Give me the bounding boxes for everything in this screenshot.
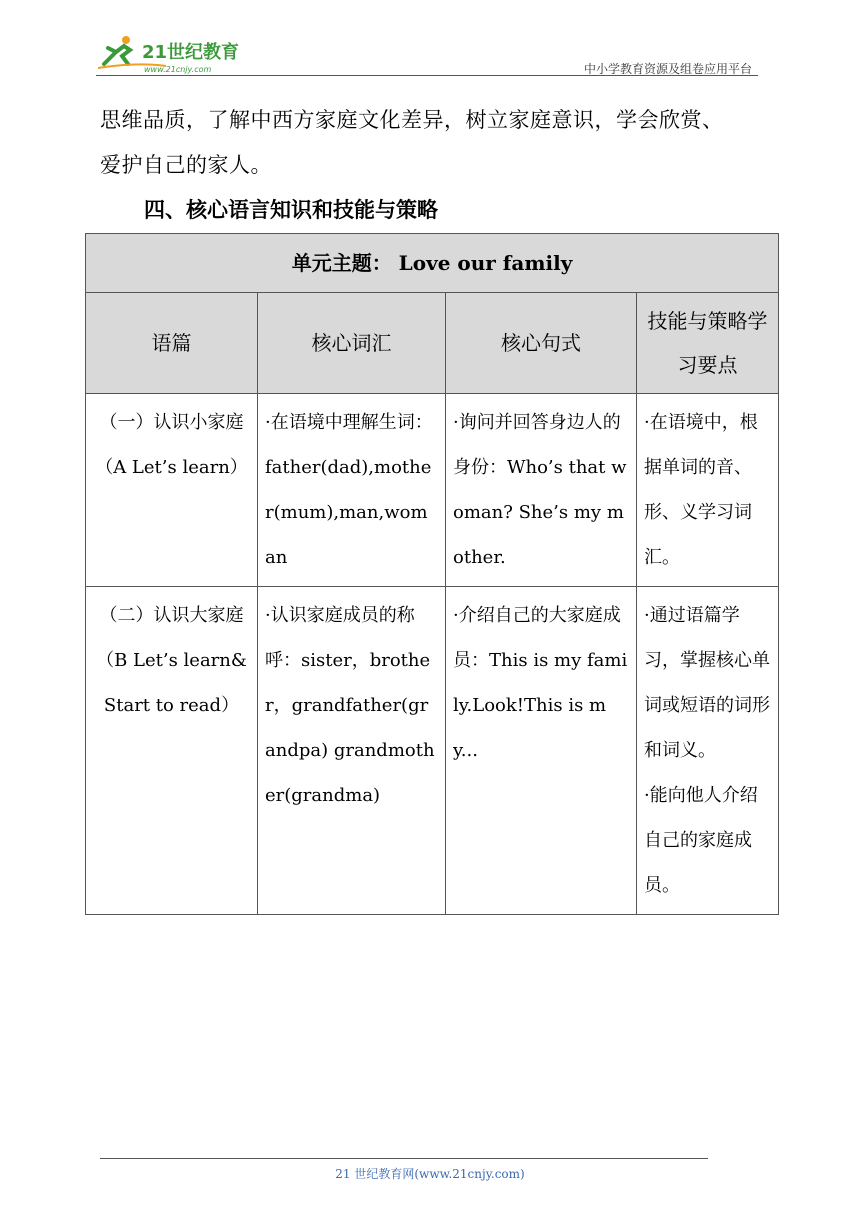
header-strategy: 技能与策略学习要点 xyxy=(637,293,779,394)
header-vocab: 核心词汇 xyxy=(258,293,446,394)
row1-text: （一）认识小家庭 xyxy=(99,412,244,433)
logo xyxy=(96,34,266,74)
row1-text-source: （A Let’s learn） xyxy=(95,457,248,478)
theme-row xyxy=(86,234,779,293)
row2-text-cell xyxy=(86,587,258,915)
header-divider xyxy=(96,75,758,76)
table-row xyxy=(86,394,779,587)
footer-text: 21 世纪教育网(www.21cnjy.com) xyxy=(335,1167,525,1181)
unit-theme-cell: 单元主题： Love our family xyxy=(86,234,779,293)
svg-text:www.21cnjy.com: www.21cnjy.com xyxy=(144,65,212,74)
intro-line-2: 爱护自己的家人。 xyxy=(100,153,272,177)
table-row xyxy=(86,587,779,915)
row2-strategy-cell xyxy=(637,587,779,915)
row2-text-source: （B Let’s learn& Start to read） xyxy=(96,650,247,716)
header-platform-text: 中小学教育资源及组卷应用平台 xyxy=(583,62,752,76)
section-title: 四、核心语言知识和技能与策略 xyxy=(144,197,438,222)
header-sentence: 核心句式 xyxy=(446,293,637,394)
footer-divider xyxy=(100,1158,708,1159)
core-knowledge-table xyxy=(85,233,779,915)
page-header xyxy=(96,30,758,78)
row2-strategy-2: ·能向他人介绍自己的家庭成员。 xyxy=(644,785,758,896)
header-row xyxy=(86,293,779,394)
row2-sentence: ·介绍自己的大家庭成员：This is my family.Look!This is my... xyxy=(446,587,637,915)
row1-vocab: ·在语境中理解生词：father(dad),mother(mum),man,woman xyxy=(258,394,446,587)
row1-sentence: ·询问并回答身边人的身份：Who’s that woman? She’s my mother. xyxy=(446,394,637,587)
header-text: 语篇 xyxy=(86,293,258,394)
svg-text:21世纪教育: 21世纪教育 xyxy=(142,42,240,63)
row1-text-cell xyxy=(86,394,258,587)
row2-vocab: ·认识家庭成员的称呼：sister，brother，grandfather(grandpa) grandmother(grandma) xyxy=(258,587,446,915)
row2-text: （二）认识大家庭 xyxy=(99,605,244,626)
intro-line-1: 思维品质，了解中西方家庭文化差异，树立家庭意识，学会欣赏、 xyxy=(100,108,724,132)
runner-logo-icon xyxy=(96,34,266,74)
row1-strategy: ·在语境中，根据单词的音、形、义学习词汇。 xyxy=(637,394,779,587)
row2-strategy: ·通过语篇学习，掌握核心单词或短语的词形和词义。 xyxy=(644,605,770,761)
